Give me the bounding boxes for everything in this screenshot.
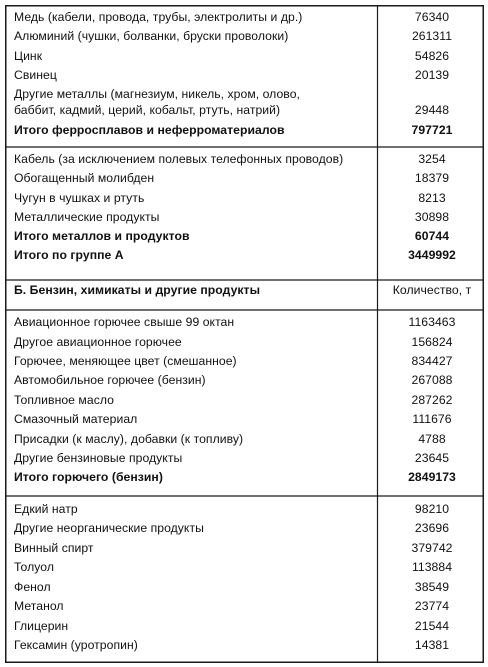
row-value: 1163463	[408, 315, 456, 329]
row-label: Чугун в чушках и ртуть	[14, 191, 145, 205]
row-label: Автомобильное горючее (бензин)	[14, 373, 206, 387]
row-value: 111676	[412, 412, 452, 426]
row-label: Алюминий (чушки, болванки, бруски проволоки)	[14, 29, 289, 43]
row-label: Свинец	[14, 68, 57, 82]
row-label: Обогащенный молибден	[14, 171, 155, 185]
row-label: Метанол	[14, 599, 64, 613]
row-label: Фенол	[14, 580, 51, 594]
row-label: Кабель (за исключением полевых телефонных проводов)	[14, 152, 344, 166]
row-label: Едкий натр	[14, 502, 78, 516]
row-value: 287262	[411, 393, 453, 407]
row-value: 60744	[414, 229, 450, 243]
row-value: 797721	[411, 123, 453, 137]
row-value: 3449992	[408, 248, 456, 262]
row-label: Толуол	[14, 560, 54, 574]
row-label: Итого по группе А	[14, 248, 124, 262]
row-label: Винный спирт	[14, 541, 94, 555]
row-label: Итого металлов и продуктов	[14, 229, 190, 243]
row-label: Цинк	[14, 49, 43, 63]
row-value: 156824	[411, 335, 453, 349]
row-label: Другие неорганические продукты	[14, 521, 204, 535]
row-value: 21544	[414, 619, 450, 633]
row-value: 30898	[414, 210, 450, 224]
row-value: 2849173	[408, 470, 456, 484]
row-label: Итого горючего (бензин)	[14, 470, 163, 484]
row-value: 23696	[414, 521, 450, 535]
row-label: Присадки (к маслу), добавки (к топливу)	[14, 432, 244, 446]
row-label: Другие металлы (магнезиум, никель, хром, олово,	[14, 87, 300, 101]
row-value: 113884	[411, 560, 453, 574]
row-value: 23645	[414, 451, 450, 465]
row-label: баббит, кадмий, церий, кобальт, ртуть, натрий)	[14, 103, 281, 117]
row-label: Другие бензиновые продукты	[14, 451, 183, 465]
row-value: 38549	[414, 580, 450, 594]
row-value: 54826	[414, 49, 450, 63]
section-b-title: Б. Бензин, химикаты и другие продукты	[14, 282, 261, 297]
row-value: 379742	[411, 541, 453, 555]
row-label: Металлические продукты	[14, 210, 160, 224]
row-label: Авиационное горючее свыше 99 октан	[14, 315, 235, 329]
row-label: Глицерин	[14, 619, 69, 633]
row-label: Медь (кабели, провода, трубы, электролиты и др.)	[14, 10, 303, 24]
supply-table	[5, 5, 484, 663]
row-value: 20139	[414, 68, 450, 82]
row-value: 14381	[414, 638, 450, 652]
row-value: 18379	[414, 171, 450, 185]
row-label: Горючее, меняющее цвет (смешанное)	[14, 354, 237, 368]
row-value: 8213	[418, 191, 446, 205]
row-value: 3254	[418, 152, 446, 166]
row-value: 76340	[414, 10, 450, 24]
row-value: 23774	[414, 599, 450, 613]
row-label: Итого ферросплавов и неферроматериалов	[14, 123, 285, 137]
quantity-column-header: Количество, т	[392, 282, 472, 297]
row-value: 98210	[414, 502, 450, 516]
row-value: 834427	[411, 354, 453, 368]
row-label: Топливное масло	[14, 393, 114, 407]
row-label: Другое авиационное горючее	[14, 335, 182, 349]
row-value: 261311	[411, 29, 453, 43]
row-value: 29448	[414, 103, 450, 117]
row-value: 267088	[411, 373, 453, 387]
row-value: 4788	[418, 432, 446, 446]
row-label: Смазочный материал	[14, 412, 138, 426]
row-label: Гексамин (уротропин)	[14, 638, 138, 652]
